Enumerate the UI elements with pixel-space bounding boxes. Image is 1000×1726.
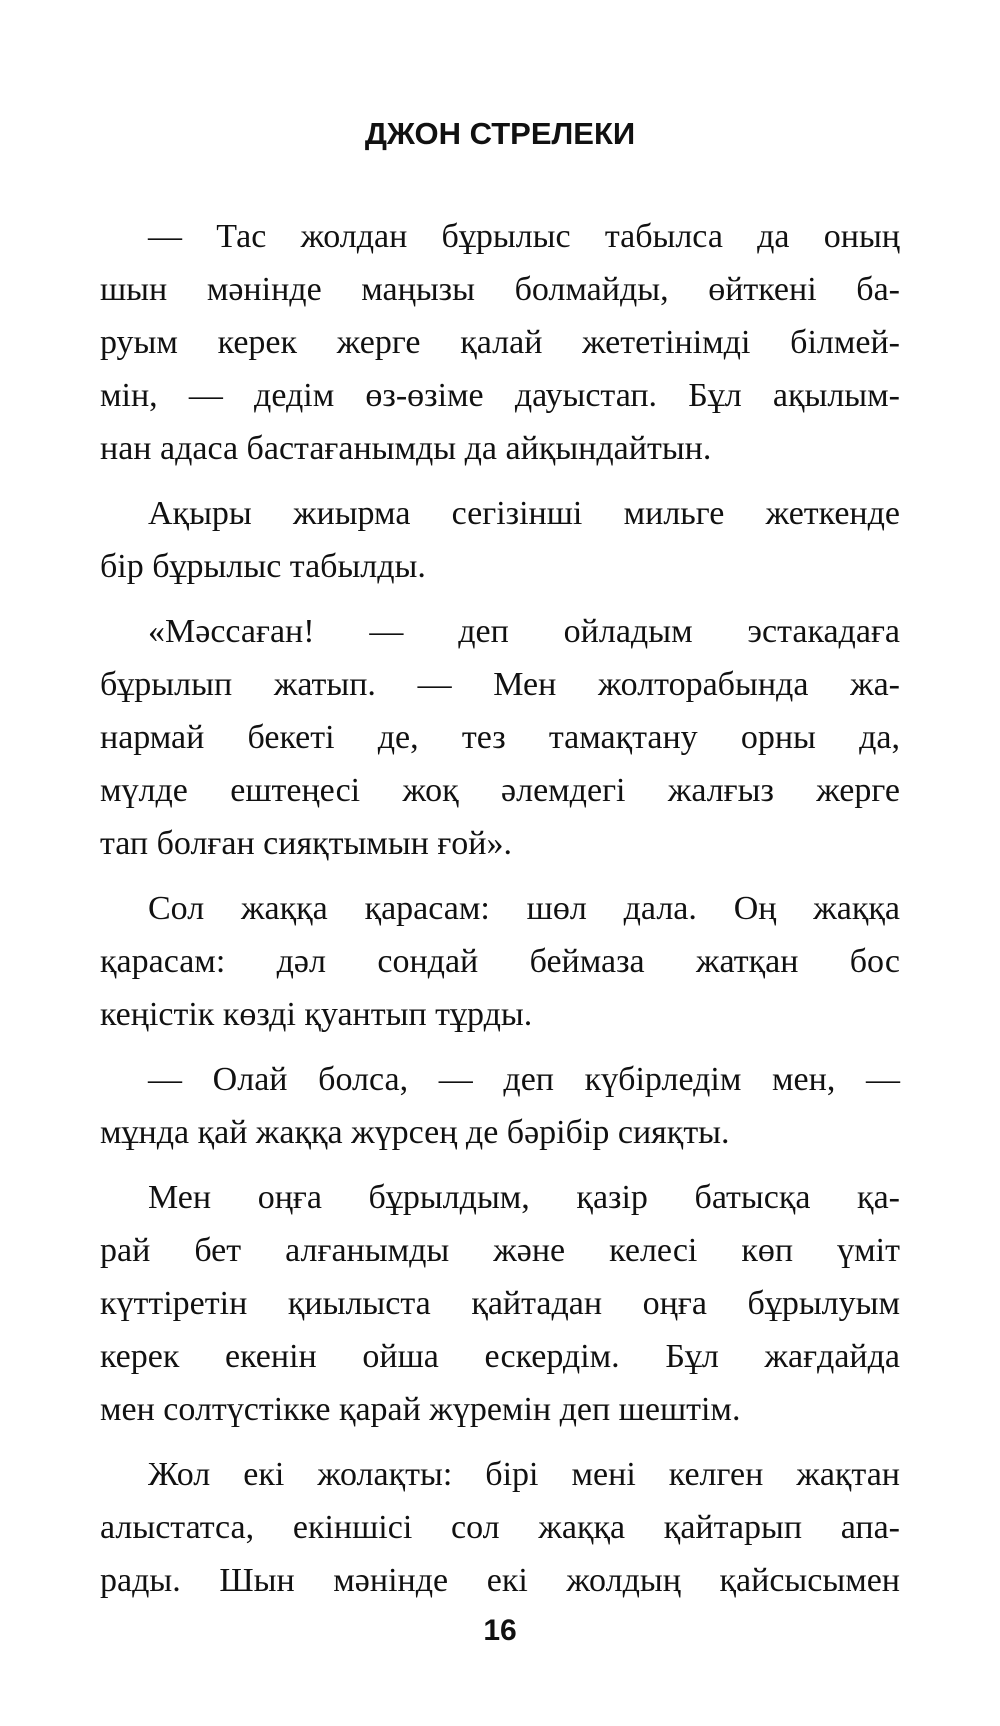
text-line: мүлде ештеңесі жоқ әлемдегі жалғыз жерге <box>100 772 900 809</box>
text-line: нан адаса бастағанымды да айқындайтын. <box>100 430 712 467</box>
text-line: алыстатса, екіншісі сол жаққа қайтарып апа- <box>100 1509 900 1546</box>
text-line: Сол жаққа қарасам: шөл дала. Оң жаққа <box>148 890 900 927</box>
text-line: руым керек жерге қалай жететінімді білмей- <box>100 324 900 361</box>
text-line: мен солтүстікке қарай жүремін деп шештім. <box>100 1391 741 1428</box>
text-line: кеңістік көзді қуантып тұрды. <box>100 996 533 1033</box>
paragraph <box>100 487 900 593</box>
text-line: мұнда қай жаққа жүрсең де бәрібір сияқты. <box>100 1114 730 1151</box>
text-line: Жол екі жолақты: бірі мені келген жақтан <box>148 1456 900 1493</box>
text-line: рады. Шын мәнінде екі жолдың қайсысымен <box>100 1562 900 1599</box>
text-line: бір бұрылыс табылды. <box>100 548 426 585</box>
text-line: «Мәссаған! — деп ойладым эстакадаға <box>148 613 900 650</box>
paragraph <box>100 210 900 475</box>
paragraph <box>100 605 900 870</box>
paragraph <box>100 1053 900 1159</box>
text-line: — Тас жолдан бұрылыс табылса да оның <box>148 218 900 255</box>
paragraph <box>100 1171 900 1436</box>
text-line: Мен оңға бұрылдым, қазір батысқа қа- <box>148 1179 900 1216</box>
text-line: мін, — дедім өз-өзіме дауыстап. Бұл ақылым- <box>100 377 900 414</box>
text-line: қарасам: дәл сондай беймаза жатқан бос <box>100 943 900 980</box>
text-line: тап болған сияқтымын ғой». <box>100 825 513 862</box>
text-line: шын мәнінде маңызы болмайды, өйткені ба- <box>100 271 900 308</box>
text-line: Ақыры жиырма сегізінші мильге жеткенде <box>148 495 900 532</box>
text-line: күттіретін қиылыста қайтадан оңға бұрылуым <box>100 1285 900 1322</box>
paragraph <box>100 882 900 1041</box>
text-line: бұрылып жатып. — Мен жолторабында жа- <box>100 666 900 703</box>
paragraph <box>100 1448 900 1607</box>
text-line: рай бет алғанымды және келесі көп үміт <box>100 1232 900 1269</box>
running-header: ДЖОН СТРЕЛЕКИ <box>364 116 636 151</box>
body-text <box>100 210 900 1619</box>
text-line: керек екенін ойша ескердім. Бұл жағдайда <box>100 1338 900 1375</box>
page-number: 16 <box>483 1614 517 1647</box>
text-line: нармай бекеті де, тез тамақтану орны да, <box>100 719 900 756</box>
text-line: — Олай болса, — деп күбірледім мен, — <box>148 1061 900 1098</box>
